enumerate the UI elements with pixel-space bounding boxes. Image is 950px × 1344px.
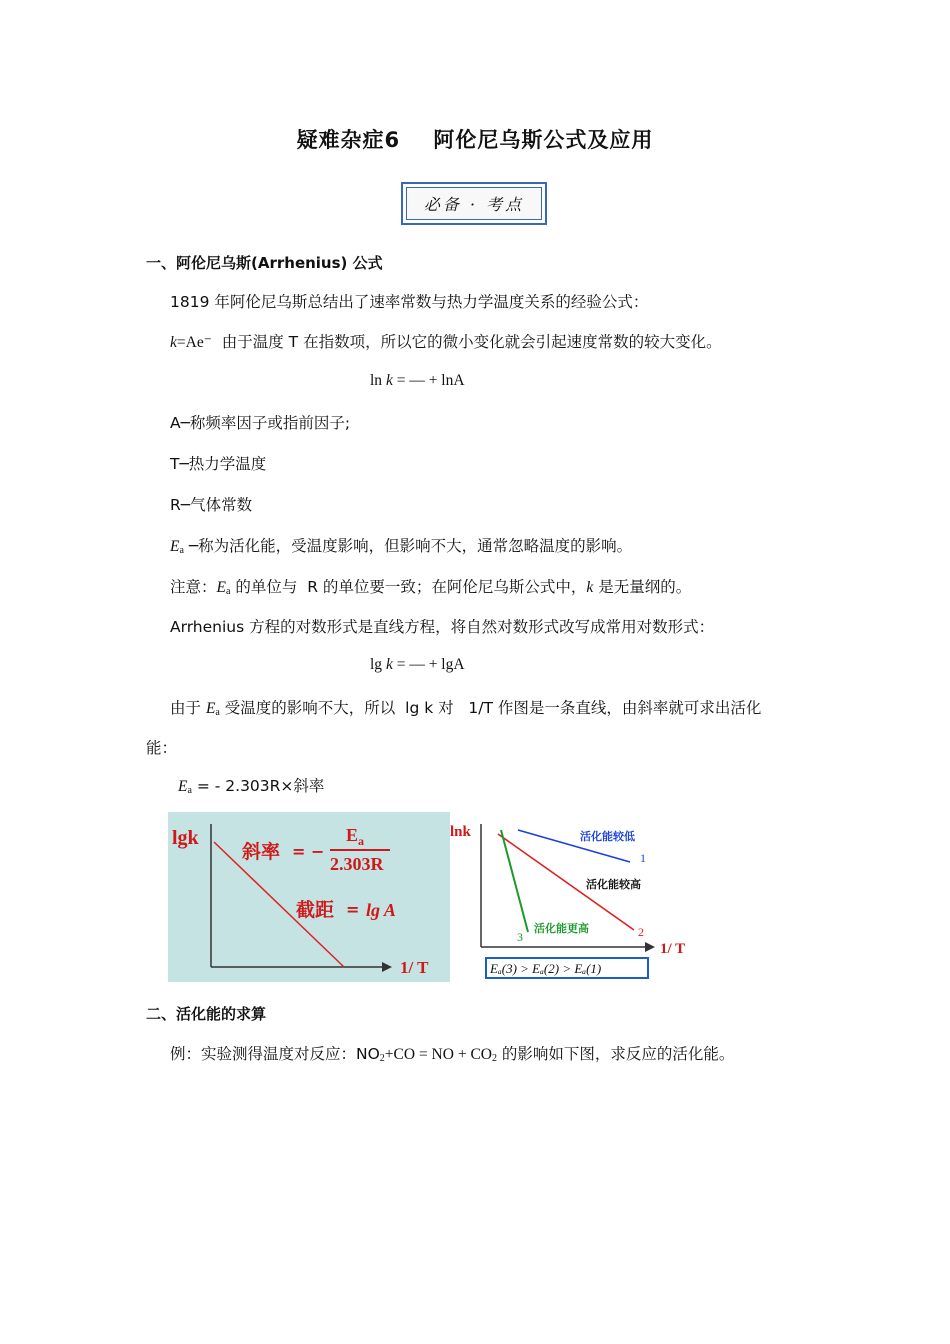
formula-line: k=Ae⁻ 由于温度 T 在指数项，所以它的微小变化就会引起速度常数的较大变化。 <box>170 333 722 351</box>
ln-formula: ln k = — + lnA <box>370 372 465 389</box>
right-xlabel: 1/ T <box>660 941 686 957</box>
lg-formula: lg k = — + lgA <box>370 656 465 673</box>
arrhenius-line: Arrhenius 方程的对数形式是直线方程，将自然对数形式改写成常用对数形式： <box>170 618 715 636</box>
line2-number: 2 <box>638 925 644 939</box>
left-ylabel: lgk <box>172 827 199 849</box>
slope-label: 斜率 <box>242 841 281 863</box>
note-line: 注意：$E_a$ 的单位与 R 的单位要一致；在阿伦尼乌斯公式中，k 是无量纲的。 <box>170 578 692 597</box>
intercept-value: lg A <box>366 900 396 920</box>
arrhenius-figure <box>168 812 696 982</box>
section2-heading: 二、活化能的求算 <box>146 1005 267 1023</box>
definition-r: R─气体常数 <box>170 496 253 514</box>
slope-numerator: $E_a$ <box>346 825 365 848</box>
slope-denominator: 2.303R <box>330 854 384 874</box>
page-title: 疑难杂症6 阿伦尼乌斯公式及应用 <box>296 128 654 152</box>
since-line: 由于 $E_a$ 受温度的影响不大，所以 lg k 对 1/T 作图是一条直线，由斜率就可求出活化 <box>170 699 762 718</box>
intercept-label: 截距 <box>296 899 335 921</box>
badge-label: 必备 · 考点 <box>406 187 542 220</box>
line1-label: 活化能较低 <box>580 830 635 843</box>
left-xlabel: 1/ T <box>400 958 429 977</box>
slope-eq: = − <box>292 842 325 861</box>
relation-text: Eₐ(3) > Eₐ(2) > Eₐ(1) <box>490 961 602 976</box>
since-line-cont: 能： <box>146 739 178 757</box>
line3-label: 活化能更高 <box>534 922 589 935</box>
line3-number: 3 <box>517 930 523 944</box>
intercept-eq: = <box>346 900 360 919</box>
intro-paragraph: 1819 年阿伦尼乌斯总结出了速率常数与热力学温度关系的经验公式： <box>170 293 649 311</box>
right-panel-bg <box>444 812 696 982</box>
section1-heading: 一、阿伦尼乌斯(Arrhenius) 公式 <box>146 254 383 272</box>
definition-a: A─称频率因子或指前因子; <box>170 414 351 432</box>
example-line: 例：实验测得温度对反应：$NO_2+CO$ = NO + $CO_2$ 的影响如下图，求反应的活化能。 <box>170 1045 735 1064</box>
line1-number: 1 <box>640 851 646 865</box>
definition-ea: $E_a$ ─称为活化能，受温度影响，但影响不大，通常忽略温度的影响。 <box>170 537 633 556</box>
right-ylabel: lnk <box>450 824 471 840</box>
line2-label: 活化能较高 <box>586 878 641 891</box>
left-panel-bg <box>168 812 444 982</box>
ea-formula: $E_a$ = - 2.303R×斜率 <box>178 777 325 796</box>
definition-t: T─热力学温度 <box>170 455 267 473</box>
